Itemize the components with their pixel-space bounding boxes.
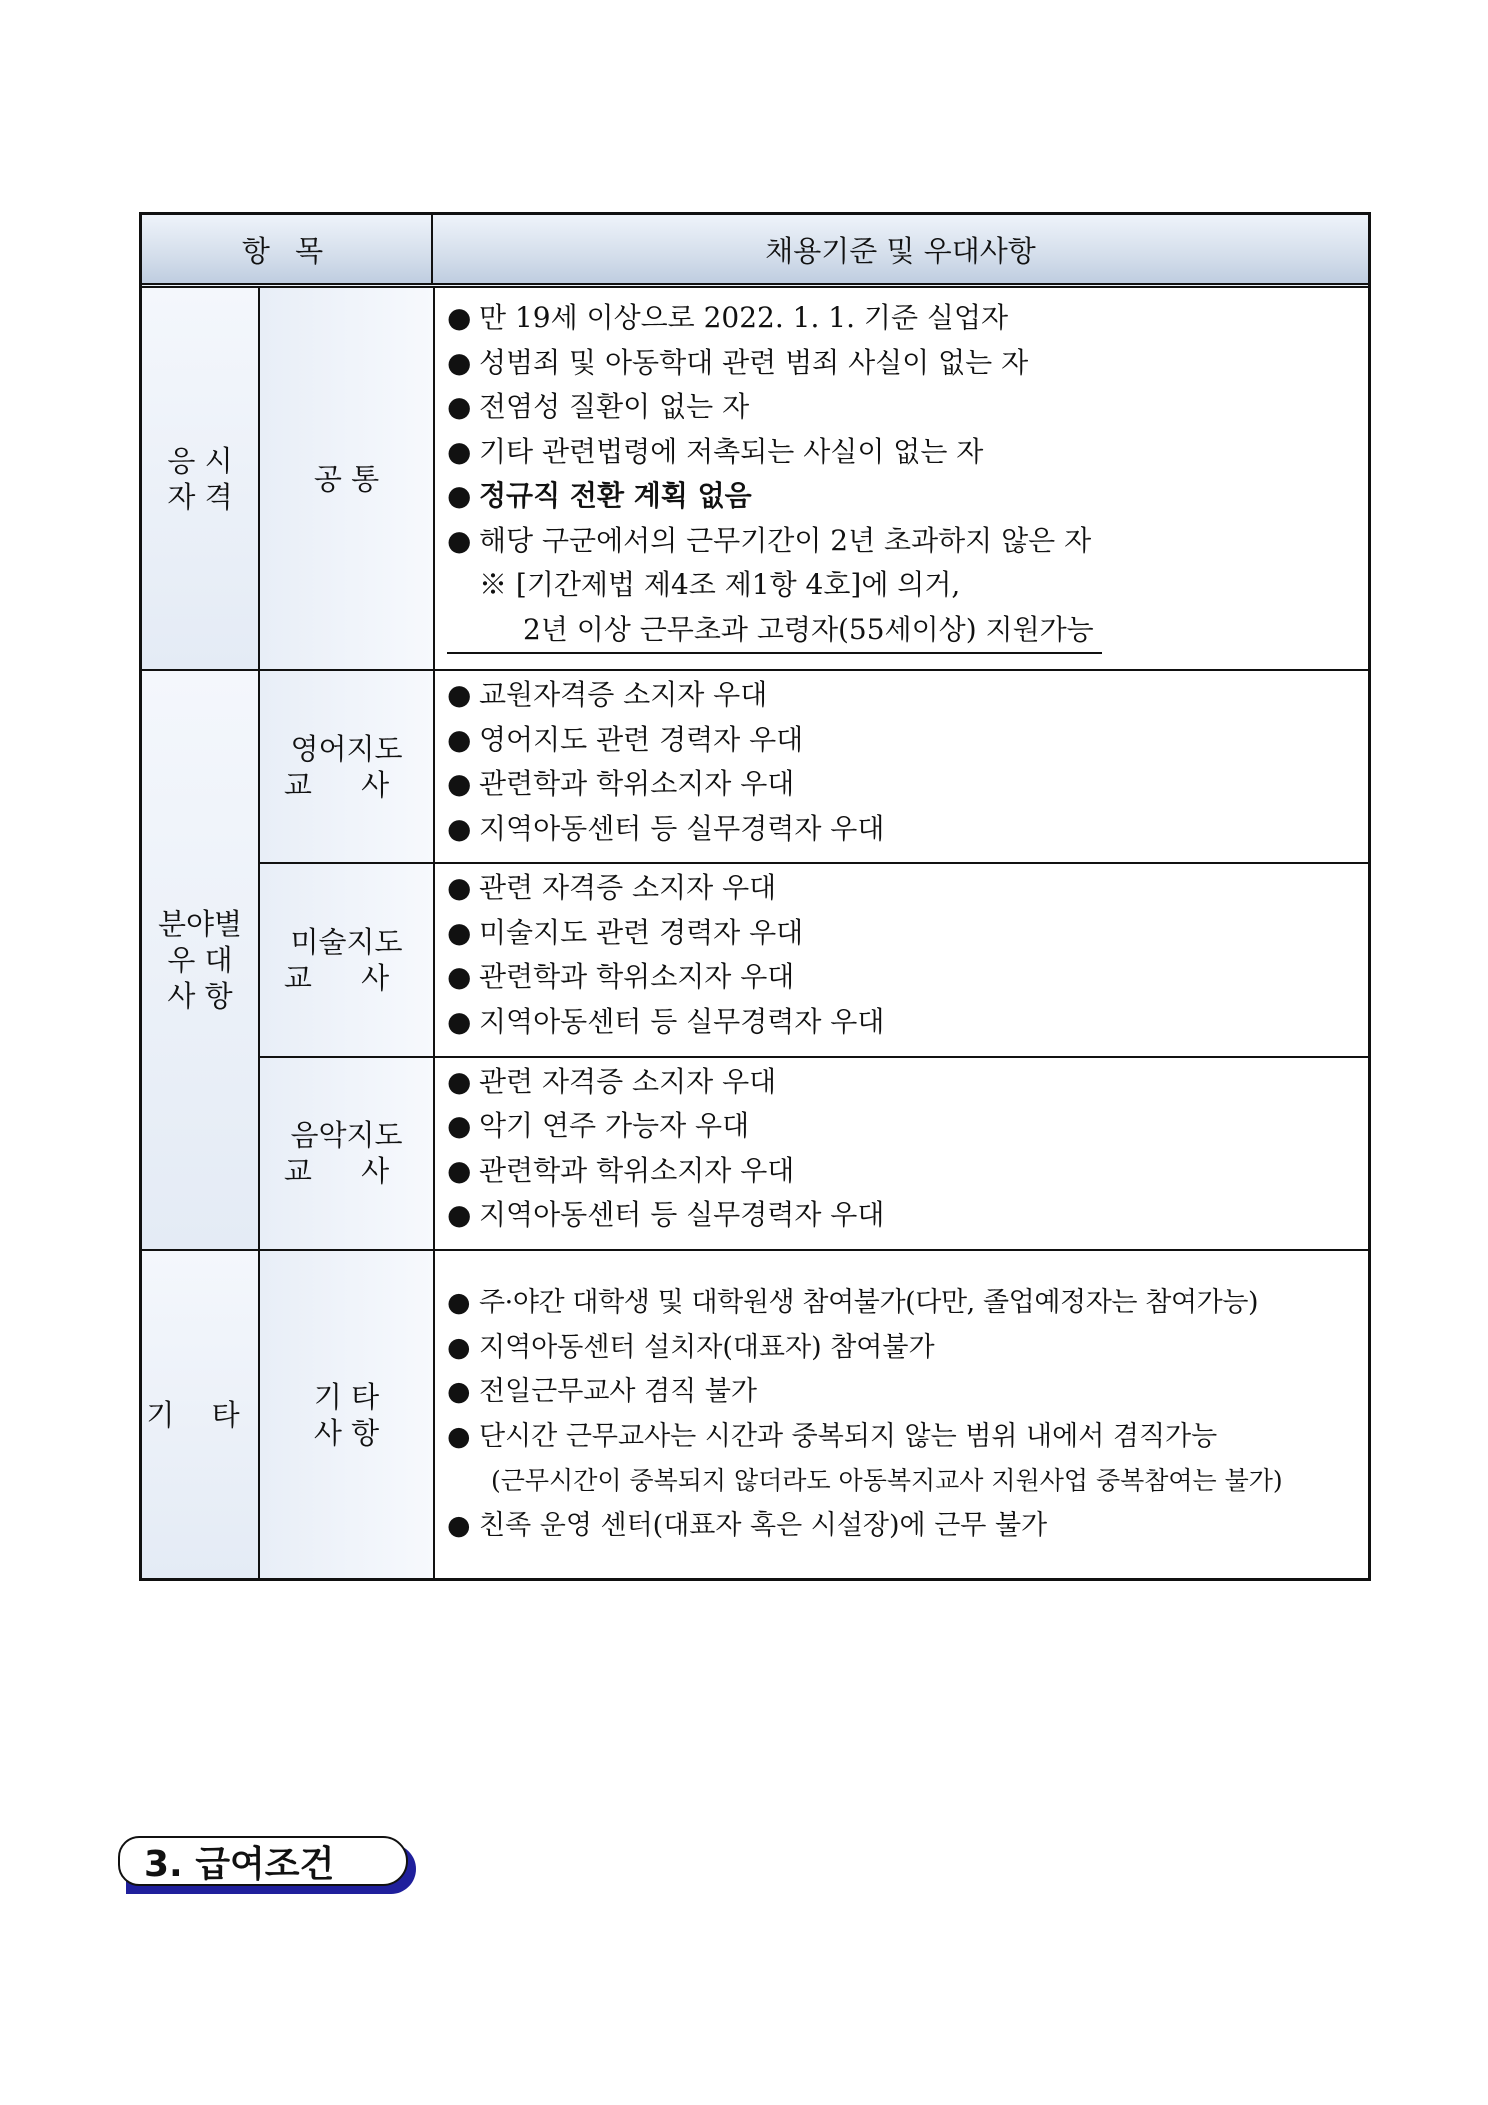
bullet-icon: ● (447, 871, 472, 905)
list-item-bold: ● 정규직 전환 계획 없음 (447, 474, 1358, 519)
category-line: 분야별 (157, 907, 243, 941)
item-line: 영어지도 (290, 731, 403, 766)
bullet-icon: ● (447, 1004, 472, 1038)
list-item: ● 주·야간 대학생 및 대학원생 참여불가(다만, 졸업예정자는 참여가능) (447, 1281, 1358, 1326)
bullet-icon: ● (447, 767, 472, 800)
list-item: ● 지역아동센터 등 실무경력자 우대 (447, 1193, 1358, 1238)
item-line: 교 사 (283, 960, 410, 995)
list-item: ● 성범죄 및 아동학대 관련 범죄 사실이 없는 자 (447, 341, 1358, 386)
list-item: ● 지역아동센터 설치자(대표자) 참여불가 (447, 1326, 1358, 1371)
list-item: ● 지역아동센터 등 실무경력자 우대 (447, 807, 1358, 852)
category-cell (142, 671, 260, 1249)
criteria-content (435, 864, 1368, 1055)
list-item: ● 악기 연주 가능자 우대 (447, 1104, 1358, 1149)
list-item: ● 교원자격증 소지자 우대 (447, 673, 1358, 718)
heading-box (118, 1836, 408, 1886)
bullet-icon: ● (447, 1064, 472, 1098)
category-cell (142, 288, 260, 669)
item-line: 기 타 (313, 1379, 380, 1414)
list-item: ● 영어지도 관련 경력자 우대 (447, 718, 1358, 763)
criteria-content (435, 288, 1368, 669)
item-line: 미술지도 (290, 924, 403, 959)
bullet-icon: ● (447, 301, 472, 334)
category-line: 응 시 (167, 443, 233, 478)
item-cell (260, 288, 435, 669)
qualification-table (139, 212, 1371, 1581)
item-cell (260, 864, 435, 1055)
category-line: 기 타 (146, 1397, 254, 1432)
list-item: ● 관련학과 학위소지자 우대 (447, 955, 1358, 1000)
note-line-underlined: 2년 이상 근무초과 고령자(55세이상) 지원가능 (447, 608, 1102, 655)
bullet-icon: ● (447, 722, 472, 756)
bullet-icon: ● (447, 1153, 472, 1187)
bullet-icon: ● (447, 1287, 471, 1318)
list-item: ● 만 19세 이상으로 2022. 1. 1. 기준 실업자 (447, 296, 1358, 341)
bullet-icon: ● (447, 1109, 472, 1143)
category-line: 우 대 (167, 943, 233, 977)
bullet-icon: ● (447, 523, 472, 557)
section-other (142, 1251, 1368, 1578)
bullet-icon: ● (447, 1420, 471, 1452)
bullet-icon: ● (447, 960, 472, 994)
section-preferences (142, 671, 1368, 1251)
item-cell (260, 1058, 435, 1249)
list-item: ● 해당 구군에서의 근무기간이 2년 초과하지 않은 자 (447, 519, 1358, 564)
list-item: ● 전일근무교사 겸직 불가 (447, 1370, 1358, 1415)
item-line: 사 항 (313, 1415, 380, 1450)
category-line: 사 항 (167, 979, 233, 1013)
table-header (142, 215, 1368, 288)
list-item: ● 미술지도 관련 경력자 우대 (447, 911, 1358, 956)
item-line: 공 통 (313, 461, 380, 496)
sub-row-english (260, 671, 1368, 864)
category-cell (142, 1251, 260, 1578)
note-line: ※ [기간제법 제4조 제1항 4호]에 의거, (479, 568, 961, 601)
category-line: 자 격 (167, 479, 233, 514)
item-cell (260, 671, 435, 862)
bullet-icon: ● (447, 1331, 471, 1363)
list-item: ● 관련학과 학위소지자 우대 (447, 1149, 1358, 1194)
bullet-icon: ● (447, 811, 472, 845)
list-item: ● 관련학과 학위소지자 우대 (447, 762, 1358, 807)
list-item: ● 기타 관련법령에 저촉되는 사실이 없는 자 (447, 430, 1358, 475)
list-item: ● 관련 자격증 소지자 우대 (447, 866, 1358, 911)
bullet-icon: ● (447, 390, 472, 423)
bullet-icon: ● (447, 1376, 471, 1407)
bullet-icon: ● (447, 345, 472, 379)
item-cell (260, 1251, 435, 1578)
list-item: ● 관련 자격증 소지자 우대 (447, 1060, 1358, 1105)
header-criteria: 채용기준 및 우대사항 (765, 233, 1036, 268)
sub-row-music (260, 1058, 1368, 1249)
list-item: ● 단시간 근무교사는 시간과 중복되지 않는 범위 내에서 겸직가능 (447, 1415, 1358, 1460)
criteria-content (435, 1058, 1368, 1249)
bullet-icon: ● (447, 678, 472, 711)
item-line: 교 사 (283, 767, 410, 802)
bullet-icon: ● (447, 1198, 472, 1232)
bullet-icon: ● (447, 434, 472, 468)
item-line: 교 사 (283, 1154, 410, 1189)
criteria-content (435, 671, 1368, 862)
list-item: ● 전염성 질환이 없는 자 (447, 385, 1358, 430)
list-item: ● 친족 운영 센터(대표자 혹은 시설장)에 근무 불가 (447, 1504, 1358, 1549)
bullet-icon: ● (447, 915, 472, 949)
heading-text: 3. 급여조건 (144, 1843, 335, 1885)
sub-row-art (260, 864, 1368, 1057)
bullet-icon: ● (447, 1509, 471, 1541)
item-line: 음악지도 (290, 1118, 403, 1153)
list-item: ● 지역아동센터 등 실무경력자 우대 (447, 1000, 1358, 1045)
section-heading (118, 1836, 418, 1894)
criteria-content (435, 1251, 1368, 1578)
bullet-icon: ● (447, 479, 472, 512)
header-item: 항 목 (142, 215, 433, 283)
list-item-continuation: (근무시간이 중복되지 않더라도 아동복지교사 지원사업 중복참여는 불가) (491, 1466, 1283, 1495)
section-eligibility (142, 288, 1368, 671)
